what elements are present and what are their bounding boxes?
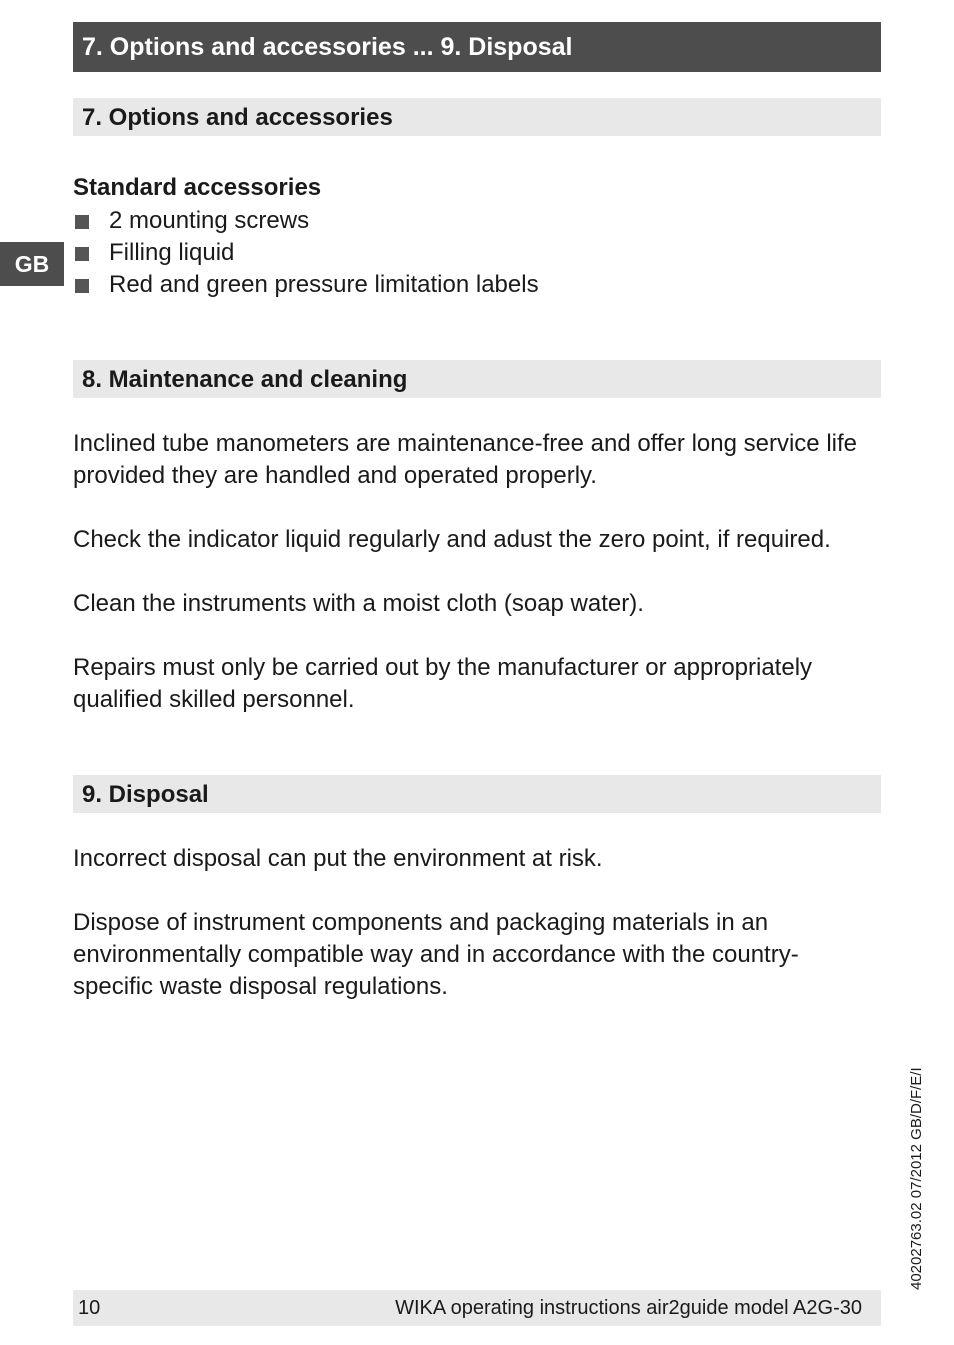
- list-item: [73, 237, 539, 269]
- list-item-text: Red and green pressure limitation labels: [109, 271, 539, 298]
- section-heading-options: [73, 98, 881, 136]
- section-heading-maintenance: [73, 360, 881, 398]
- paragraph: Inclined tube manometers are maintenance-free and offer long service life provided they are handled and operated properly.: [73, 430, 857, 489]
- list-item-text: 2 mounting screws: [109, 207, 310, 234]
- list-item: [73, 269, 539, 301]
- language-tab: [0, 242, 64, 286]
- section-heading-maintenance-text: 8. Maintenance and cleaning: [82, 366, 408, 393]
- section-heading-options-text: 7. Options and accessories: [82, 104, 393, 131]
- page-header-title: 7. Options and accessories ... 9. Disposal: [82, 33, 573, 61]
- paragraph: Incorrect disposal can put the environment at risk.: [73, 845, 603, 872]
- square-bullet-icon: [75, 247, 89, 261]
- paragraph: Dispose of instrument components and packaging materials in an environmentally compatible way and in accordance with the country-specific waste disposal regulations.: [73, 909, 799, 1000]
- list-item: [73, 205, 539, 237]
- page-footer: [73, 1290, 881, 1326]
- footer-title: WIKA operating instructions air2guide model A2G-30: [395, 1297, 862, 1319]
- page-header: [73, 22, 881, 72]
- paragraph: Clean the instruments with a moist cloth (soap water).: [73, 590, 644, 617]
- paragraph: Repairs must only be carried out by the manufacturer or appropriately qualified skilled personnel.: [73, 654, 813, 713]
- document-code: 40202763.02 07/2012 GB/D/F/E/I: [908, 1067, 925, 1290]
- page-number: 10: [78, 1297, 101, 1319]
- list-item-text: Filling liquid: [109, 239, 235, 266]
- square-bullet-icon: [75, 279, 89, 293]
- language-tab-label: GB: [14, 251, 50, 277]
- paragraph: Check the indicator liquid regularly and adust the zero point, if required.: [73, 526, 831, 553]
- standard-accessories-heading: Standard accessories: [73, 174, 322, 201]
- square-bullet-icon: [75, 215, 89, 229]
- accessories-list: [73, 205, 539, 301]
- section-heading-disposal-text: 9. Disposal: [82, 781, 209, 808]
- section-heading-disposal: [73, 775, 881, 813]
